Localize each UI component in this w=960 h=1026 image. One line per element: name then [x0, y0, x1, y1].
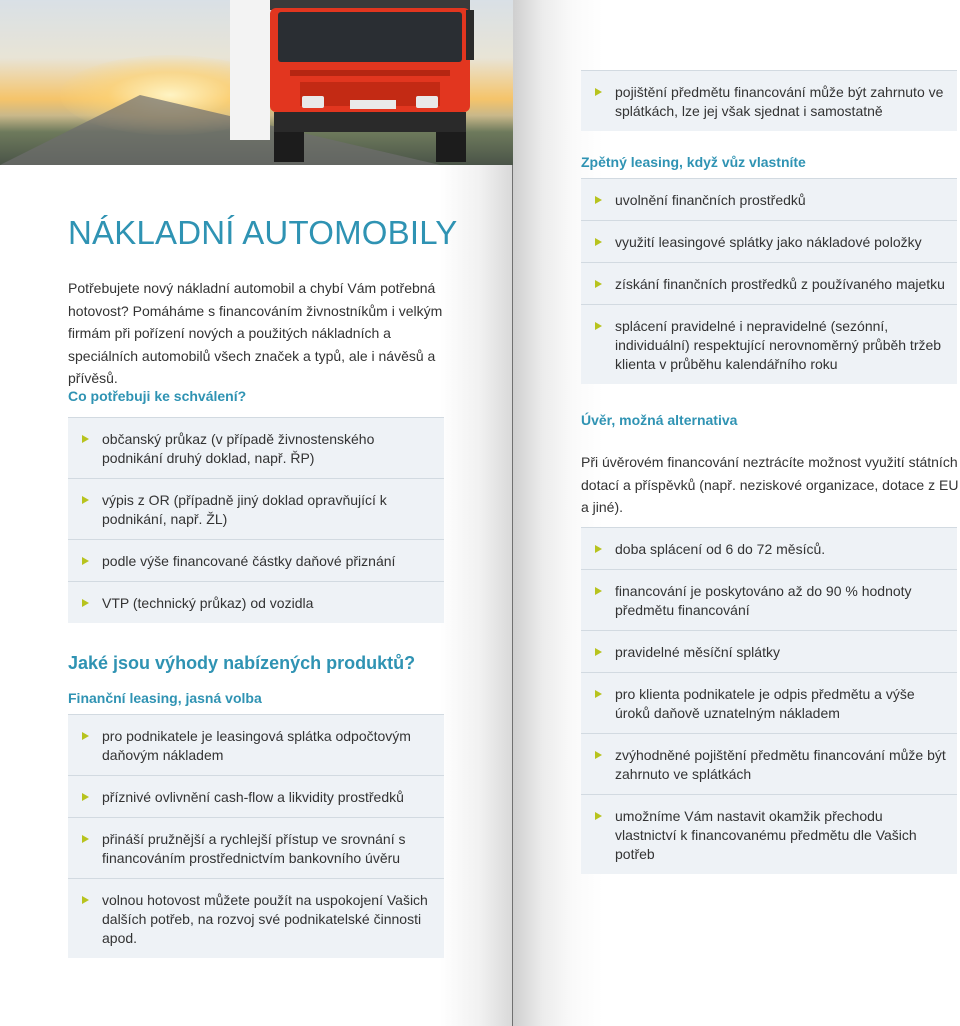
list-item: [581, 262, 957, 304]
bullet-arrow-icon: [595, 812, 602, 820]
list-item: [581, 733, 957, 794]
list-item-text: volnou hotovost můžete použít na uspokojení Vašich dalších potřeb, na rozvoj své podnikatelské činnosti apod.: [102, 892, 428, 946]
list-item: [68, 581, 444, 623]
loan-heading: Úvěr, možná alternativa: [581, 412, 738, 428]
list-item: [68, 775, 444, 817]
list-item-text: umožníme Vám nastavit okamžik přechodu vlastnictví k financovanému předmětu dle Vašich potřeb: [615, 808, 917, 862]
list-item: [581, 794, 957, 874]
list-item-text: pro podnikatele je leasingová splátka odpočtovým daňovým nákladem: [102, 728, 411, 763]
list-item: [68, 714, 444, 775]
list-item-text: doba splácení od 6 do 72 měsíců.: [615, 541, 826, 557]
bullet-arrow-icon: [595, 587, 602, 595]
approval-heading: Co potřebuji ke schválení?: [68, 388, 247, 404]
truck-hero-image: [0, 0, 513, 165]
list-item-text: přináší pružnější a rychlejší přístup ve srovnání s financováním prostřednictvím bankovního úvěru: [102, 831, 406, 866]
list-item-text: VTP (technický průkaz) od vozidla: [102, 595, 314, 611]
bullet-arrow-icon: [595, 196, 602, 204]
list-item-text: příznivé ovlivnění cash-flow a likvidity prostředků: [102, 789, 404, 805]
bullet-arrow-icon: [595, 238, 602, 246]
list-item-text: podle výše financované částky daňové přiznání: [102, 553, 396, 569]
list-item: [68, 878, 444, 958]
bullet-arrow-icon: [595, 88, 602, 96]
list-item-text: získání finančních prostředků z používaného majetku: [615, 276, 945, 292]
bullet-arrow-icon: [82, 496, 89, 504]
list-item: [581, 527, 957, 569]
bullet-arrow-icon: [82, 557, 89, 565]
bullet-arrow-icon: [595, 545, 602, 553]
page-title: NÁKLADNÍ AUTOMOBILY: [68, 214, 458, 251]
list-item-text: pojištění předmětu financování může být zahrnuto ve splátkách, lze jej však sjednat i samostatně: [615, 84, 944, 119]
list-item-text: splácení pravidelné i nepravidelné (sezónní, individuální) respektující nerovnoměrný průběh tržeb klienta v průběhu kalendářního roku: [615, 318, 942, 372]
insurance-list: [581, 70, 957, 131]
bullet-arrow-icon: [595, 690, 602, 698]
list-item: [68, 417, 444, 478]
bullet-arrow-icon: [82, 896, 89, 904]
bullet-arrow-icon: [595, 751, 602, 759]
list-item-text: zvýhodněné pojištění předmětu financování může být zahrnuto ve splátkách: [615, 747, 946, 782]
financial-leasing-list: [68, 714, 444, 958]
bullet-arrow-icon: [595, 322, 602, 330]
list-item-text: financování je poskytováno až do 90 % hodnoty předmětu financování: [615, 583, 912, 618]
financial-leasing-heading: Finanční leasing, jasná volba: [68, 690, 262, 706]
list-item: [581, 220, 957, 262]
loan-intro-paragraph: Při úvěrovém financování neztrácíte možnost využití státních dotací a příspěvků (např. neziskové organizace, dotace z EU a jiné).: [581, 454, 959, 515]
list-item-text: pro klienta podnikatele je odpis předmětu a výše úroků daňově uznatelným nákladem: [615, 686, 915, 721]
bullet-arrow-icon: [595, 280, 602, 288]
list-item-text: využití leasingové splátky jako nákladové položky: [615, 234, 922, 250]
list-item: [581, 630, 957, 672]
list-item-text: výpis z OR (případně jiný doklad opravňující k podnikání, např. ŽL): [102, 492, 387, 527]
leaseback-heading: Zpětný leasing, když vůz vlastníte: [581, 154, 806, 170]
list-item: [581, 569, 957, 630]
list-item: [581, 70, 957, 131]
leaseback-list: [581, 178, 957, 384]
list-item: [68, 817, 444, 878]
list-item: [68, 478, 444, 539]
list-item: [68, 539, 444, 581]
loan-list: [581, 527, 957, 874]
bullet-arrow-icon: [82, 599, 89, 607]
approval-list: [68, 417, 444, 623]
list-item-text: pravidelné měsíční splátky: [615, 644, 780, 660]
intro-paragraph: Potřebujete nový nákladní automobil a chybí Vám potřebná hotovost? Pomáháme s financováním živnostníkům i velkým firmám při pořízení nových a použitých nákladních a speciálních automobilů všech značek a typů, ale i návěsů a přívěsů.: [68, 280, 443, 386]
list-item-text: občanský průkaz (v případě živnostenského podnikání druhý doklad, např. ŘP): [102, 431, 375, 466]
bullet-arrow-icon: [82, 732, 89, 740]
list-item: [581, 178, 957, 220]
bullet-arrow-icon: [82, 835, 89, 843]
bullet-arrow-icon: [595, 648, 602, 656]
list-item: [581, 672, 957, 733]
list-item: [581, 304, 957, 384]
benefits-heading: Jaké jsou výhody nabízených produktů?: [68, 653, 416, 673]
bullet-arrow-icon: [82, 793, 89, 801]
red-truck-illustration: [230, 0, 475, 165]
list-item-text: uvolnění finančních prostředků: [615, 192, 806, 208]
bullet-arrow-icon: [82, 435, 89, 443]
